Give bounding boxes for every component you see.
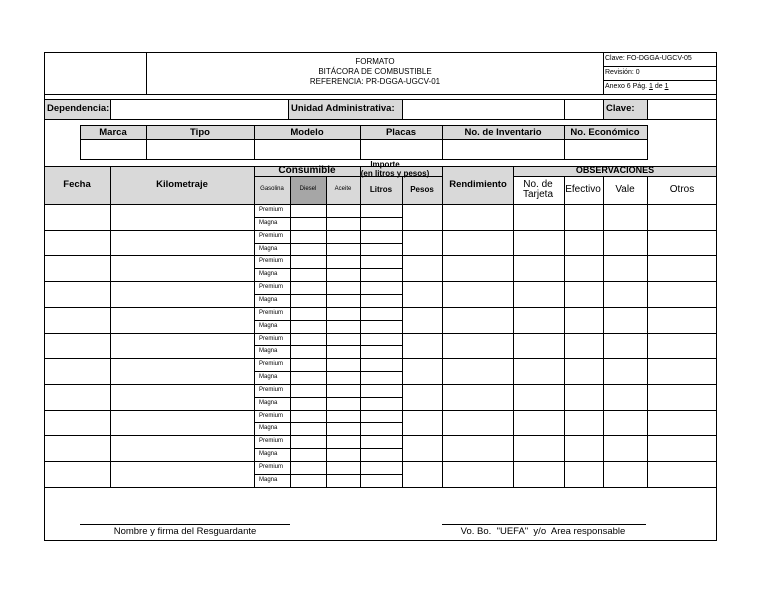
fuel-type-label: Magna bbox=[259, 477, 278, 483]
importe-subheader: (en litros y pesos) bbox=[360, 169, 430, 178]
form-subtitle: BITÁCORA DE COMBUSTIBLE bbox=[318, 67, 432, 76]
clave-label: Clave: bbox=[606, 103, 635, 114]
pesos-header: Pesos bbox=[410, 185, 434, 194]
table-row-split bbox=[254, 397, 402, 398]
inventario-header: No. de Inventario bbox=[464, 127, 542, 138]
table-row-split bbox=[254, 448, 402, 449]
table-row-line bbox=[44, 410, 717, 411]
fuel-type-label: Premium bbox=[259, 233, 284, 239]
header-meta-line-2 bbox=[603, 80, 717, 81]
tipo-header: Tipo bbox=[190, 127, 210, 138]
kilometraje-header: Kilometraje bbox=[156, 179, 208, 190]
rendimiento-header: Rendimiento bbox=[449, 179, 507, 190]
table-row-line bbox=[44, 230, 717, 231]
vehicle-div-3 bbox=[360, 125, 361, 160]
form-title: FORMATO bbox=[355, 57, 395, 66]
fuel-type-label: Premium bbox=[259, 207, 284, 213]
signature-line-right bbox=[442, 524, 646, 525]
table-row-split bbox=[254, 320, 402, 321]
info-div-5 bbox=[603, 99, 604, 120]
fuel-type-label: Premium bbox=[259, 413, 284, 419]
log-col-513 bbox=[513, 166, 514, 488]
vehicle-div-2 bbox=[254, 125, 255, 160]
table-row-line bbox=[44, 358, 717, 359]
log-col-254 bbox=[254, 166, 255, 488]
fuel-type-label: Magna bbox=[259, 451, 278, 457]
fuel-type-label: Magna bbox=[259, 297, 278, 303]
table-row-split bbox=[254, 371, 402, 372]
page-current: 1 bbox=[648, 83, 653, 90]
vehicle-mid bbox=[80, 139, 647, 140]
log-col-564 bbox=[564, 176, 565, 488]
economico-header: No. Económico bbox=[570, 127, 640, 138]
gasolina-header: Gasolina bbox=[260, 186, 284, 192]
frame-bottom bbox=[44, 540, 717, 541]
info-div-1 bbox=[110, 99, 111, 120]
dependencia-label: Dependencia: bbox=[47, 103, 110, 114]
aceite-header: Aceite bbox=[334, 186, 352, 192]
fuel-type-label: Premium bbox=[259, 438, 284, 444]
fuel-type-label: Premium bbox=[259, 387, 284, 393]
fecha-header: Fecha bbox=[63, 179, 91, 190]
vehicle-div-0 bbox=[80, 125, 81, 160]
log-col-603 bbox=[603, 176, 604, 488]
fuel-type-label: Magna bbox=[259, 374, 278, 380]
info-div-4 bbox=[564, 99, 565, 120]
vehicle-div-5 bbox=[564, 125, 565, 160]
tarjeta-header-line1: No. de bbox=[523, 179, 553, 190]
placas-header: Placas bbox=[385, 127, 417, 138]
table-row-split bbox=[254, 294, 402, 295]
log-col-326 bbox=[326, 176, 327, 488]
info-div-3 bbox=[402, 99, 403, 120]
log-col-442 bbox=[442, 166, 443, 488]
info-div-2 bbox=[288, 99, 289, 120]
table-row-split bbox=[254, 422, 402, 423]
table-row-split bbox=[254, 474, 402, 475]
log-col-290 bbox=[290, 176, 291, 488]
signature-right-label: Vo. Bo. "UEFA" y/o Area responsable bbox=[460, 526, 626, 537]
header-bottom bbox=[44, 94, 717, 95]
vehicle-div-4 bbox=[442, 125, 443, 160]
vehicle-header-shade bbox=[80, 125, 647, 139]
table-row-split bbox=[254, 217, 402, 218]
form-revision: Revisión: 0 bbox=[605, 69, 640, 76]
fuel-type-label: Premium bbox=[259, 310, 284, 316]
info-top bbox=[44, 99, 717, 100]
info-div-6 bbox=[647, 99, 648, 120]
header-div-1 bbox=[146, 52, 147, 94]
fuel-type-label: Premium bbox=[259, 258, 284, 264]
fuel-type-label: Premium bbox=[259, 284, 284, 290]
table-row-split bbox=[254, 243, 402, 244]
fuel-type-label: Magna bbox=[259, 348, 278, 354]
marca-header: Marca bbox=[99, 127, 127, 138]
table-row-split bbox=[254, 345, 402, 346]
frame-left bbox=[44, 52, 45, 541]
efectivo-header: Efectivo bbox=[565, 184, 601, 195]
table-row-line bbox=[44, 255, 717, 256]
table-row-line bbox=[44, 281, 717, 282]
anexo-prefix: Anexo 6 Pág. bbox=[605, 83, 648, 90]
signature-left-label: Nombre y firma del Resguardante bbox=[113, 526, 257, 537]
modelo-header: Modelo bbox=[290, 127, 324, 138]
vehicle-top bbox=[80, 125, 647, 126]
form-anexo bbox=[605, 83, 669, 90]
fuel-type-label: Premium bbox=[259, 336, 284, 342]
unidad-label: Unidad Administrativa: bbox=[291, 103, 395, 114]
page-sep: de bbox=[654, 83, 663, 90]
frame-top bbox=[44, 52, 717, 53]
fuel-type-label: Magna bbox=[259, 271, 278, 277]
fuel-type-label: Magna bbox=[259, 425, 278, 431]
log-col-110 bbox=[110, 166, 111, 488]
fuel-type-label: Premium bbox=[259, 464, 284, 470]
signature-line-left bbox=[80, 524, 290, 525]
form-clave: Clave: FO-DGGA-UGCV-05 bbox=[605, 55, 692, 62]
info-bottom bbox=[44, 119, 717, 120]
fuel-type-label: Magna bbox=[259, 220, 278, 226]
vehicle-div-1 bbox=[146, 125, 147, 160]
table-row-split bbox=[254, 268, 402, 269]
log-subheader-line-right bbox=[513, 176, 717, 177]
header-meta-line-1 bbox=[603, 66, 717, 67]
form-reference: REFERENCIA: PR-DGGA-UGCV-01 bbox=[309, 77, 441, 86]
fuel-type-label: Premium bbox=[259, 361, 284, 367]
fuel-type-label: Magna bbox=[259, 400, 278, 406]
log-header-bottom bbox=[44, 204, 717, 205]
consumible-header: Consumible bbox=[278, 165, 336, 176]
fuel-type-label: Magna bbox=[259, 246, 278, 252]
litros-header: Litros bbox=[369, 185, 393, 194]
table-row-line bbox=[44, 307, 717, 308]
fuel-type-label: Magna bbox=[259, 323, 278, 329]
log-col-402 bbox=[402, 176, 403, 488]
vehicle-div-6 bbox=[647, 125, 648, 160]
header-div-2 bbox=[603, 52, 604, 94]
vehicle-bottom bbox=[80, 159, 647, 160]
tarjeta-header-line2: Tarjeta bbox=[522, 189, 554, 200]
table-row-line bbox=[44, 333, 717, 334]
frame-right bbox=[716, 52, 717, 541]
page-total: 1 bbox=[664, 83, 669, 90]
vale-header: Vale bbox=[615, 184, 635, 195]
table-row-line bbox=[44, 461, 717, 462]
log-body-bottom bbox=[44, 487, 717, 488]
log-col-360 bbox=[360, 166, 361, 488]
importe-header: Importe bbox=[370, 160, 400, 169]
diesel-header: Diesel bbox=[299, 186, 317, 192]
observaciones-header: OBSERVACIONES bbox=[575, 165, 655, 175]
table-row-line bbox=[44, 384, 717, 385]
otros-header: Otros bbox=[669, 184, 695, 195]
table-row-line bbox=[44, 435, 717, 436]
log-col-647 bbox=[647, 176, 648, 488]
